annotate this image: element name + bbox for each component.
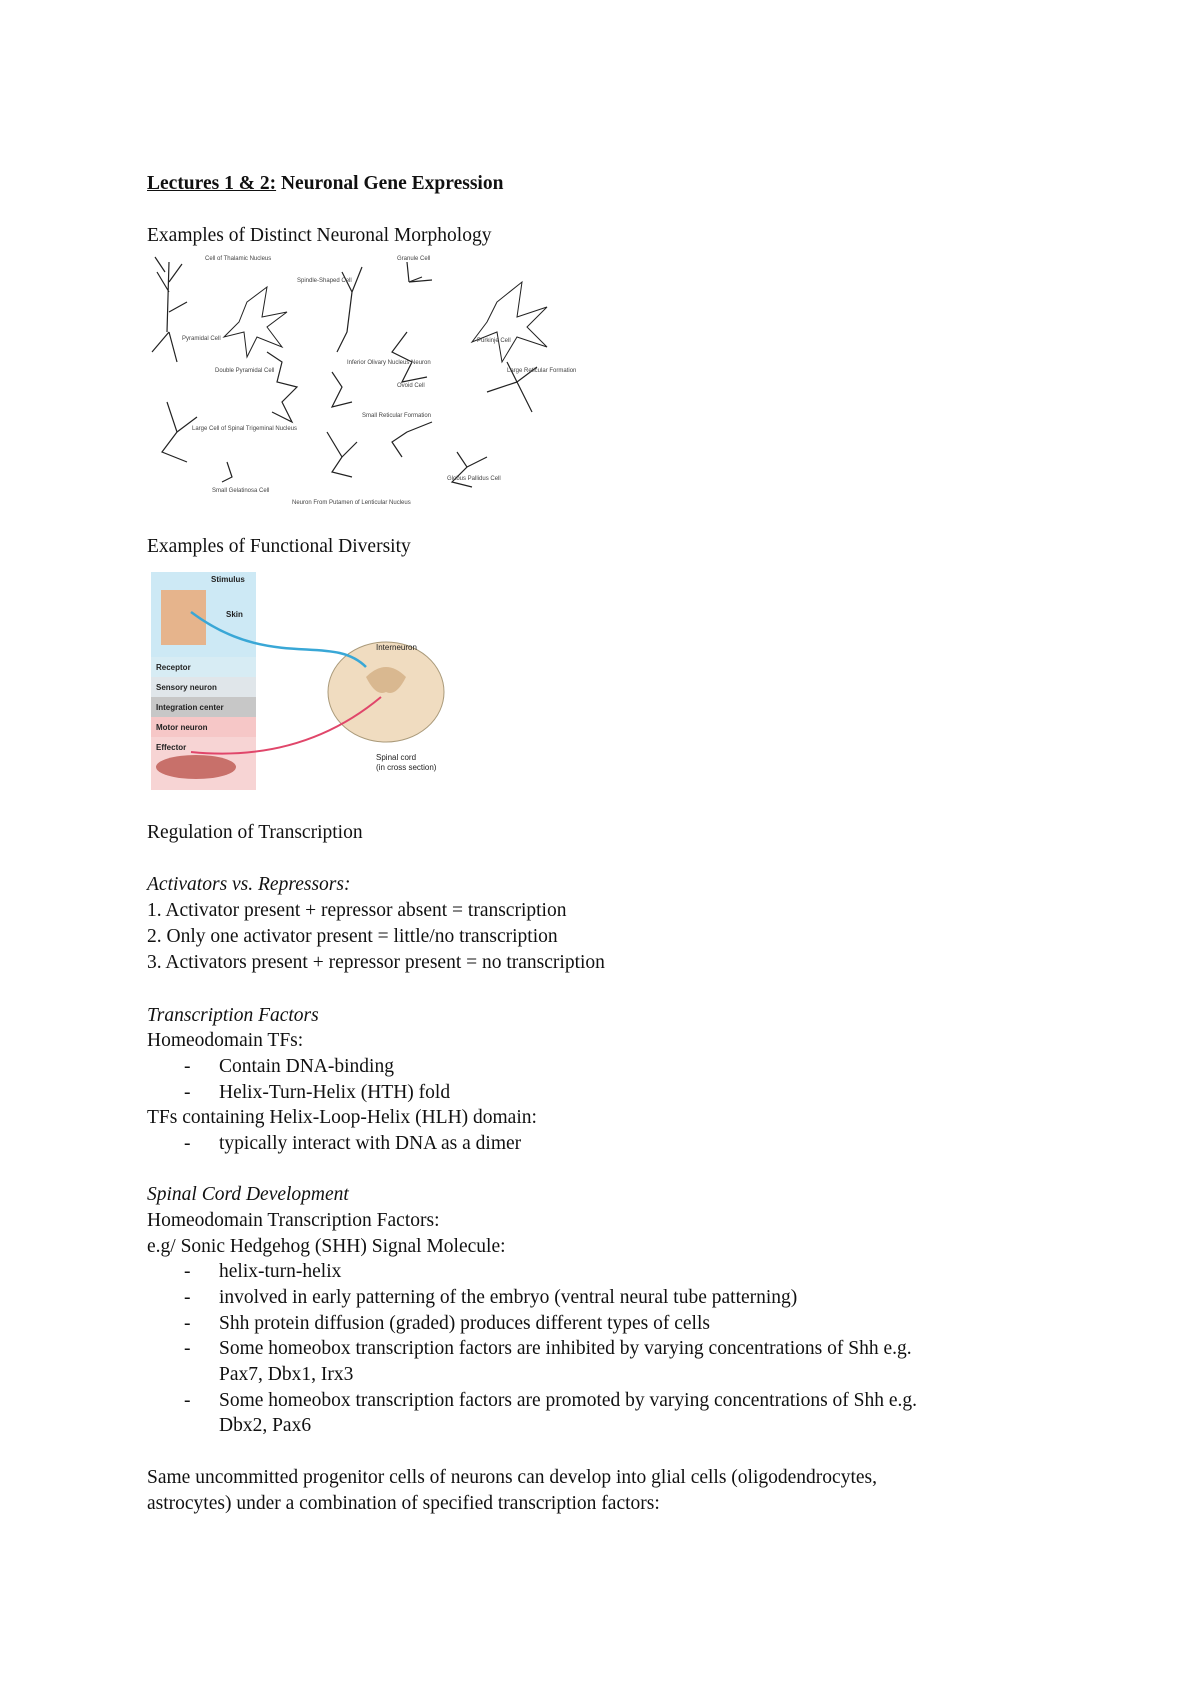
bullet-text: Shh protein diffusion (graded) produces different types of cells — [219, 1313, 710, 1334]
activator-item-3: 3. Activators present + repressor present = no transcription — [147, 952, 605, 973]
title-lecture: Lectures 1 & 2: — [147, 173, 277, 194]
activator-item-2: 2. Only one activator present = little/no transcription — [147, 926, 558, 947]
bullet-dash: - — [184, 1390, 191, 1411]
closing-line-2: astrocytes) under a combination of specified transcription factors: — [147, 1493, 660, 1514]
label-cross-section: (in cross section) — [376, 763, 437, 772]
bullet-text: Dbx2, Pax6 — [219, 1415, 312, 1436]
label-integration: Integration center — [156, 703, 224, 712]
functional-heading: Examples of Functional Diversity — [147, 536, 411, 557]
label-purkinje: Purkinje Cell — [477, 338, 511, 344]
label-globus-pallidus: Globus Pallidus Cell — [447, 476, 501, 482]
bullet-dash: - — [184, 1133, 191, 1154]
label-spinal-cord: Spinal cord — [376, 753, 417, 762]
label-putamen: Neuron From Putamen of Lenticular Nucleus — [292, 500, 411, 506]
label-stimulus: Stimulus — [211, 575, 245, 584]
label-ovoid: Ovoid Cell — [397, 383, 425, 389]
bullet-dash: - — [184, 1261, 191, 1282]
bullet-text: helix-turn-helix — [219, 1261, 342, 1282]
bullet-text: Contain DNA-binding — [219, 1056, 394, 1077]
title-topic: Neuronal Gene Expression — [276, 173, 504, 194]
label-thalamic: Cell of Thalamic Nucleus — [205, 256, 272, 262]
bullet-dash: - — [184, 1056, 191, 1077]
page-title — [147, 172, 503, 196]
neuron-morphology-figure — [147, 252, 577, 510]
bullet-dash: - — [184, 1287, 191, 1308]
label-small-reticular: Small Reticular Formation — [362, 413, 432, 419]
label-granule: Granule Cell — [397, 256, 431, 262]
activator-item-1: 1. Activator present + repressor absent = transcription — [147, 900, 567, 921]
label-interneuron: Interneuron — [376, 643, 417, 652]
bullet-text: involved in early patterning of the embryo (ventral neural tube patterning) — [219, 1287, 798, 1308]
morphology-heading: Examples of Distinct Neuronal Morphology — [147, 225, 492, 246]
bullet-dash: - — [184, 1313, 191, 1334]
bullet-dash: - — [184, 1082, 191, 1103]
label-motor: Motor neuron — [156, 723, 208, 732]
label-spinal-trigeminal: Large Cell of Spinal Trigeminal Nucleus — [192, 426, 298, 432]
label-reticular: Large Reticular Formation — [507, 368, 577, 374]
hlh-label: TFs containing Helix-Loop-Helix (HLH) domain: — [147, 1107, 537, 1128]
label-spindle: Spindle-Shaped Cell — [297, 278, 352, 284]
bullet-text: Some homeobox transcription factors are inhibited by varying concentrations of Shh e.g. — [219, 1338, 912, 1359]
bullet-text: typically interact with DNA as a dimer — [219, 1133, 522, 1154]
label-pyramidal: Pyramidal Cell — [182, 336, 221, 342]
label-skin: Skin — [226, 610, 243, 619]
label-double-pyramidal: Double Pyramidal Cell — [215, 368, 275, 374]
bullet-text: Pax7, Dbx1, Irx3 — [219, 1364, 354, 1385]
label-effector: Effector — [156, 743, 187, 752]
bullet-text: Helix-Turn-Helix (HTH) fold — [219, 1082, 451, 1103]
label-inferior-olivary: Inferior Olivary Nucleus Neuron — [347, 360, 431, 366]
regulation-heading: Regulation of Transcription — [147, 822, 363, 843]
bullet-text: Some homeobox transcription factors are promoted by varying concentrations of Shh e.g. — [219, 1390, 918, 1411]
label-gelatinosa: Small Gelatinosa Cell — [212, 488, 270, 494]
functional-diversity-figure — [151, 572, 461, 790]
label-sensory: Sensory neuron — [156, 683, 217, 692]
homeodomain-label: Homeodomain TFs: — [147, 1030, 304, 1051]
spinal-heading: Spinal Cord Development — [147, 1184, 349, 1205]
activators-heading: Activators vs. Repressors: — [147, 874, 351, 895]
label-receptor: Receptor — [156, 663, 191, 672]
tf-heading: Transcription Factors — [147, 1005, 319, 1026]
spinal-line-2: e.g/ Sonic Hedgehog (SHH) Signal Molecule: — [147, 1236, 506, 1257]
closing-line-1: Same uncommitted progenitor cells of neurons can develop into glial cells (oligodendrocytes, — [147, 1467, 877, 1488]
bullet-dash: - — [184, 1338, 191, 1359]
spinal-line-1: Homeodomain Transcription Factors: — [147, 1210, 440, 1231]
